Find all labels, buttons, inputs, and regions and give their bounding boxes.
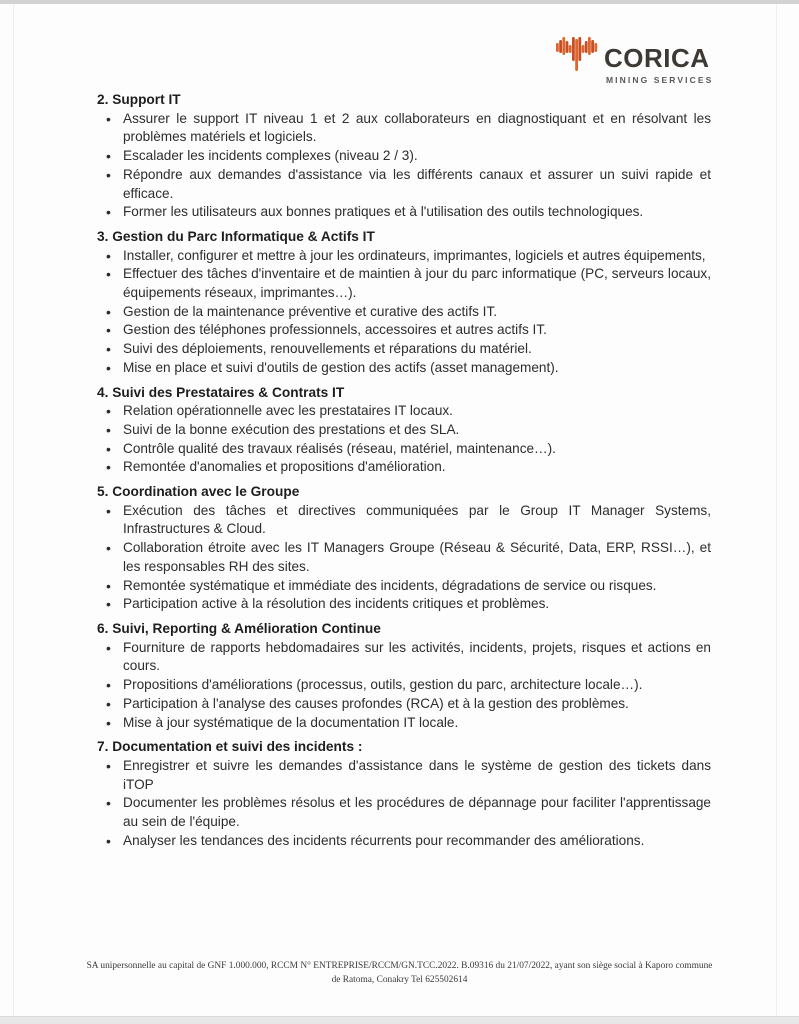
footer-line-2: de Ratoma, Conakry Tel 625502614 <box>331 975 468 985</box>
bullet-item: • Gestion de la maintenance préventive et curative des actifs IT. <box>97 303 711 322</box>
corica-logo <box>556 32 713 85</box>
section-title: 7. Documentation et suivi des incidents : <box>97 739 363 755</box>
bullet-item: • Remontée systématique et immédiate des incidents, dégradations de service ou risques. <box>97 577 711 596</box>
page-footer <box>0 959 799 987</box>
bullet-list <box>97 110 711 222</box>
bullet-item: • Participation active à la résolution des incidents critiques et problèmes. <box>97 595 711 614</box>
bullet-item: • Collaboration étroite avec les IT Managers Groupe (Réseau & Sécurité, Data, ERP, RSSI…), et les responsables RH des sites. <box>97 539 711 576</box>
bullet-item: • Analyser les tendances des incidents récurrents pour recommander des améliorations. <box>97 832 711 851</box>
bullet-list <box>97 247 711 378</box>
bullet-item: • Documenter les problèmes résolus et les procédures de dépannage pour faciliter l'apprentissage au sein de l'équipe. <box>97 794 711 831</box>
section <box>97 738 711 850</box>
section-title: 3. Gestion du Parc Informatique & Actifs IT <box>97 228 375 244</box>
bullet-item: • Mise en place et suivi d'outils de gestion des actifs (asset management). <box>97 359 711 378</box>
corica-logo-icon <box>556 34 598 78</box>
footer-line-1: SA unipersonnelle au capital de GNF 1.000.000, RCCM N° ENTREPRISE/RCCM/GN.TCC.2022. B.09316 du 21/07/2022, ayant son siège social à Kaporo commune <box>86 961 713 971</box>
photo-edge-top <box>0 0 799 4</box>
bullet-item: • Fourniture de rapports hebdomadaires sur les activités, incidents, projets, risques et actions en cours. <box>97 639 711 676</box>
bullet-item: • Enregistrer et suivre les demandes d'assistance dans le système de gestion des tickets dans iTOP <box>97 757 711 794</box>
section-title: 5. Coordination avec le Groupe <box>97 484 300 500</box>
section <box>97 620 711 732</box>
bullet-item: • Remontée d'anomalies et propositions d'amélioration. <box>97 458 711 477</box>
bullet-item: • Participation à l'analyse des causes profondes (RCA) et à la gestion des problèmes. <box>97 695 711 714</box>
job-description-content <box>97 91 711 850</box>
bullet-item: • Propositions d'améliorations (processus, outils, gestion du parc, architecture locale…). <box>97 676 711 695</box>
logo-subtitle: MINING SERVICES <box>606 75 714 85</box>
bullet-item: • Effectuer des tâches d'inventaire et de maintien à jour du parc informatique (PC, serveurs locaux, équipements réseaux, imprimantes…). <box>97 265 711 302</box>
bullet-item: • Assurer le support IT niveau 1 et 2 aux collaborateurs en diagnostiquant et en résolvant les problèmes matériels et logiciels. <box>97 110 711 147</box>
photo-edge-bottom <box>0 1016 799 1024</box>
bullet-item: • Suivi de la bonne exécution des prestations et des SLA. <box>97 421 711 440</box>
bullet-item: • Suivi des déploiements, renouvellements et réparations du matériel. <box>97 340 711 359</box>
bullet-item: • Exécution des tâches et directives communiquées par le Group IT Manager Systems, Infrastructures & Cloud. <box>97 502 711 539</box>
section <box>97 483 711 614</box>
bullet-item: • Contrôle qualité des travaux réalisés (réseau, matériel, maintenance…). <box>97 440 711 459</box>
bullet-list <box>97 757 711 851</box>
section <box>97 228 711 378</box>
section-title: 6. Suivi, Reporting & Amélioration Continue <box>97 620 381 636</box>
photo-edge-right <box>776 4 777 1016</box>
bullet-item: • Mise à jour systématique de la documentation IT locale. <box>97 714 711 733</box>
section <box>97 91 711 222</box>
bullet-list <box>97 402 711 477</box>
logo-text-block <box>604 32 713 85</box>
section <box>97 384 711 478</box>
bullet-item: • Relation opérationnelle avec les prestataires IT locaux. <box>97 402 711 421</box>
bullet-item: • Escalader les incidents complexes (niveau 2 / 3). <box>97 147 711 166</box>
logo-name: CORICA <box>604 43 710 73</box>
section-title: 2. Support IT <box>97 92 181 107</box>
bullet-list <box>97 639 711 733</box>
section-title: 4. Suivi des Prestataires & Contrats IT <box>97 384 345 400</box>
bullet-item: • Répondre aux demandes d'assistance via les différents canaux et assurer un suivi rapide et efficace. <box>97 166 711 203</box>
bullet-list <box>97 502 711 614</box>
bullet-item: • Installer, configurer et mettre à jour les ordinateurs, imprimantes, logiciels et autres équipements, <box>97 247 711 266</box>
bullet-item: • Former les utilisateurs aux bonnes pratiques et à l'utilisation des outils technologiques. <box>97 203 711 222</box>
photo-edge-left <box>13 4 14 1016</box>
bullet-item: • Gestion des téléphones professionnels, accessoires et autres actifs IT. <box>97 321 711 340</box>
